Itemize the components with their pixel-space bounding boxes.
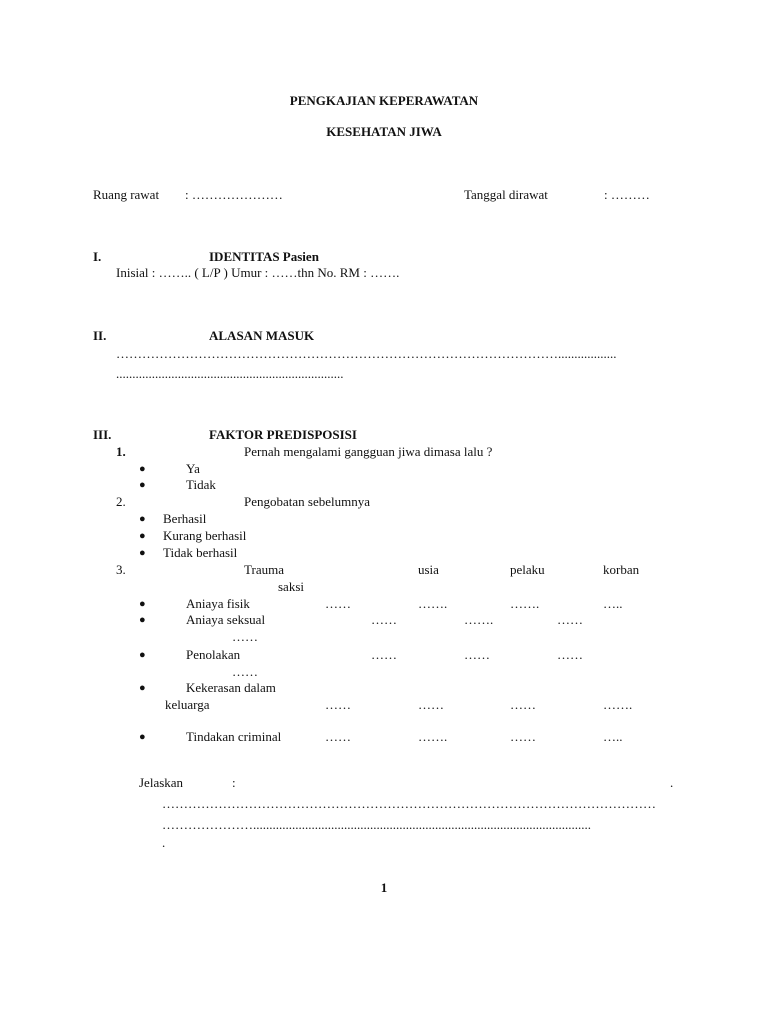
tanggal-dirawat-label: Tanggal dirawat [464, 187, 548, 202]
header-usia: usia [418, 562, 439, 577]
trauma-cell: …… [232, 629, 258, 644]
ruang-rawat-label: Ruang rawat [93, 187, 160, 202]
jelaskan-end: . [670, 775, 674, 790]
header-trauma: Trauma [244, 562, 284, 577]
jelaskan-label: Jelaskan [139, 775, 184, 790]
trauma-cell: ……. [418, 729, 448, 744]
trauma-cell: …… [325, 596, 351, 611]
bullet-icon: ● [139, 731, 146, 743]
page-number: 1 [380, 880, 388, 895]
bullet-icon: ● [139, 649, 146, 661]
bullet-icon: ● [139, 479, 146, 491]
option-ya: Ya [186, 461, 200, 476]
trauma-cell: ….. [603, 596, 623, 611]
bullet-icon: ● [139, 513, 146, 525]
section-2-title: ALASAN MASUK [209, 328, 315, 343]
trauma-row-label: Aniaya seksual [186, 612, 266, 627]
header-pelaku: pelaku [510, 562, 545, 577]
question-3-number: 3. [116, 562, 126, 577]
document-subtitle: KESEHATAN JIWA [326, 124, 442, 139]
trauma-row-label: Kekerasan dalam [186, 680, 276, 695]
section-3-title: FAKTOR PREDISPOSISI [209, 427, 357, 442]
bullet-icon: ● [139, 463, 146, 475]
trauma-cell: ….. [603, 729, 623, 744]
bullet-icon: ● [139, 530, 146, 542]
trauma-cell: …… [510, 729, 536, 744]
trauma-row-label: Tindakan criminal [186, 729, 282, 744]
ruang-rawat-field: : ………………… [185, 187, 283, 202]
bullet-icon: ● [139, 547, 146, 559]
trauma-cell: ……. [603, 697, 633, 712]
tanggal-dirawat-field: : ……… [604, 187, 650, 202]
section-1-title: IDENTITAS Pasien [209, 249, 319, 264]
option-kurang-berhasil: Kurang berhasil [163, 528, 247, 543]
section-3-number: III. [93, 427, 112, 442]
question-1-text: Pernah mengalami gangguan jiwa dimasa lalu ? [244, 444, 493, 459]
trauma-cell: …… [325, 729, 351, 744]
option-berhasil: Berhasil [163, 511, 207, 526]
trauma-row-label: Penolakan [186, 647, 241, 662]
option-tidak-berhasil: Tidak berhasil [163, 545, 238, 560]
alasan-masuk-line-1: ………………………………………………………………………………………….................. [116, 346, 617, 361]
question-1-number: 1. [116, 444, 126, 459]
trauma-cell: ……. [418, 596, 448, 611]
jelaskan-line-3: . [162, 835, 166, 850]
document-title: PENGKAJIAN KEPERAWATAN [289, 93, 479, 108]
trauma-row-label-cont: keluarga [165, 697, 210, 712]
question-2-text: Pengobatan sebelumnya [244, 494, 370, 509]
trauma-cell: …… [557, 647, 583, 662]
jelaskan-line-2: …………………........................................................................................................ [162, 817, 591, 832]
trauma-cell: ……. [464, 612, 494, 627]
section-1-number: I. [93, 249, 102, 264]
trauma-cell: …… [371, 612, 397, 627]
question-2-number: 2. [116, 494, 126, 509]
trauma-cell: …… [557, 612, 583, 627]
jelaskan-colon: : [232, 775, 236, 790]
trauma-row-label: Aniaya fisik [186, 596, 250, 611]
bullet-icon: ● [139, 598, 146, 610]
trauma-cell: …… [325, 697, 351, 712]
jelaskan-line-1: …………………………………………………………………………………………………… [162, 796, 656, 811]
trauma-cell: ……. [510, 596, 540, 611]
trauma-cell: …… [464, 647, 490, 662]
section-2-number: II. [93, 328, 107, 343]
trauma-cell: …… [371, 647, 397, 662]
header-korban: korban [603, 562, 640, 577]
bullet-icon: ● [139, 682, 146, 694]
header-saksi: saksi [278, 579, 304, 594]
bullet-icon: ● [139, 614, 146, 626]
option-tidak: Tidak [186, 477, 216, 492]
trauma-cell: …… [232, 664, 258, 679]
alasan-masuk-line-2: ...................................................................... [116, 366, 344, 381]
trauma-cell: …… [418, 697, 444, 712]
trauma-cell: …… [510, 697, 536, 712]
identitas-line: Inisial : …….. ( L/P ) Umur : ……thn No. RM : ……. [116, 265, 400, 280]
